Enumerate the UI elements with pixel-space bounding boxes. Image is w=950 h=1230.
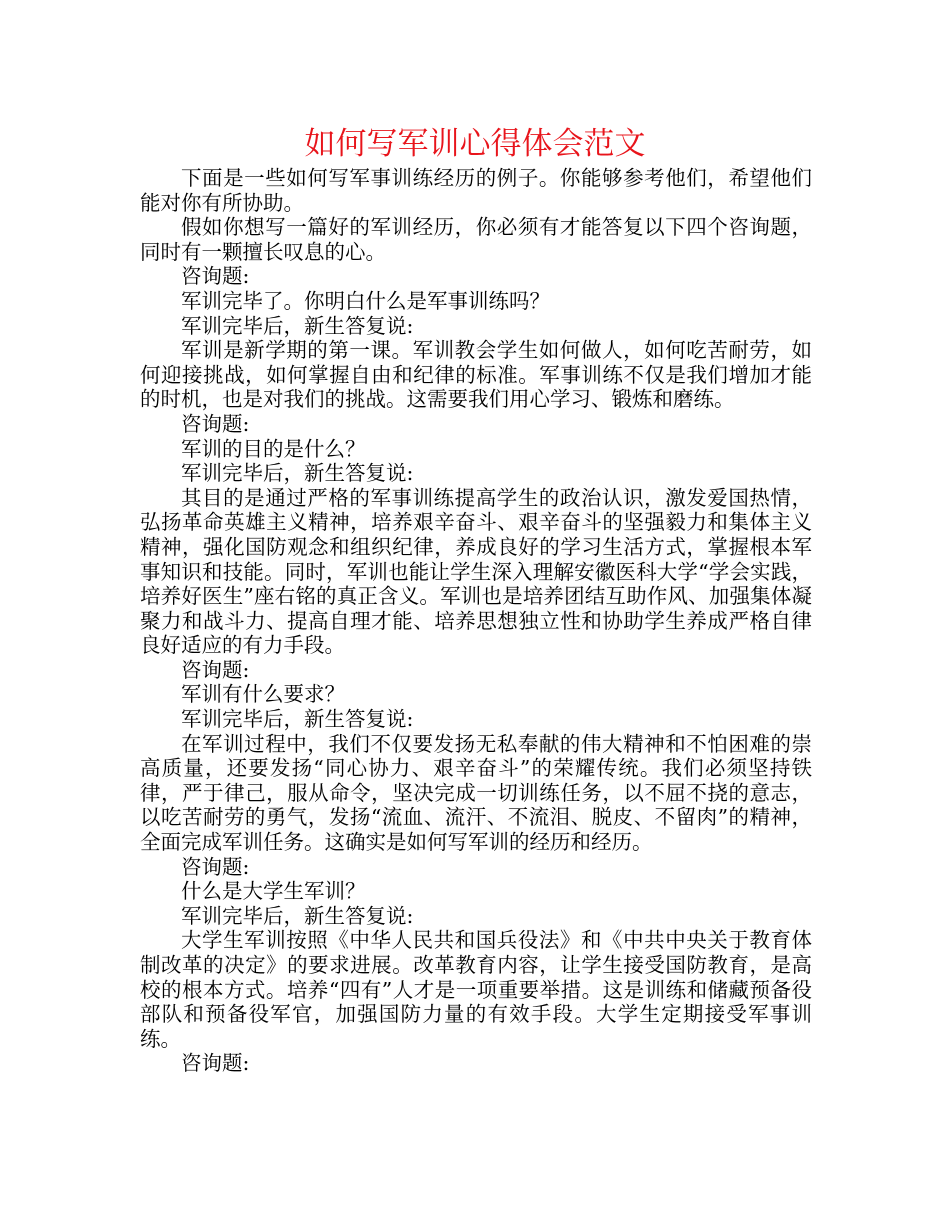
question-label: 咨询题: — [181, 1051, 250, 1076]
document-body — [140, 166, 812, 1076]
question-text: 什么是大学生军训？ — [181, 879, 366, 904]
document-title: 如何写军训心得体会范文 — [304, 126, 646, 162]
question-label: 咨询题: — [181, 657, 250, 682]
question-text: 军训完毕了。你明白什么是军事训练吗？ — [181, 288, 550, 313]
answer-text: 其目的是通过严格的军事训练提高学生的政治认识，激发爱国热情，弘扬革命英雄主义精神，培养艰辛奋斗、艰辛奋斗的坚强毅力和集体主义精神，强化国防观念和组织纪律，养成良好的学习生活方式，掌握根本军事知识和技能。同时，军训也能让学生深入理解安徽医科大学“学会实践，培养好医生”座右铭的真正含义。军训也是培养团结互助作风、加强集体凝聚力和战斗力、提高自理才能、培养思想独立性和协助学生养成严格自律良好适应的有力手段。 — [140, 485, 812, 658]
answer-text: 在军训过程中，我们不仅要发扬无私奉献的伟大精神和不怕困难的崇高质量，还要发扬“同心协力、艰辛奋斗”的荣耀传统。我们必须坚持铁律，严于律己，服从命令，坚决完成一切训练任务，以不屈不挠的意志，以吃苦耐劳的勇气，发扬“流血、流汗、不流泪、脱皮、不留肉”的精神，全面完成军训任务。这确实是如何写军训的经历和经历。 — [140, 731, 812, 855]
answer-text: 军训是新学期的第一课。军训教会学生如何做人，如何吃苦耐劳，如何迎接挑战，如何掌握自由和纪律的标准。军事训练不仅是我们增加才能的时机，也是对我们的挑战。这需要我们用心学习、锻炼和磨练。 — [140, 338, 812, 412]
paragraph: 假如你想写一篇好的军训经历，你必须有才能答复以下四个咨询题，同时有一颗擅长叹息的心。 — [140, 215, 812, 264]
answer-intro: 军训完毕后，新生答复说: — [181, 461, 414, 486]
question-label: 咨询题: — [181, 854, 250, 879]
answer-intro: 军训完毕后，新生答复说: — [181, 707, 414, 732]
answer-intro: 军训完毕后，新生答复说: — [181, 313, 414, 338]
paragraph: 下面是一些如何写军事训练经历的例子。你能够参考他们，希望他们能对你有所协助。 — [140, 166, 812, 215]
question-label: 咨询题: — [181, 411, 250, 436]
question-text: 军训的目的是什么？ — [181, 436, 366, 461]
question-text: 军训有什么要求？ — [181, 682, 345, 707]
question-label: 咨询题: — [181, 264, 250, 289]
answer-text: 大学生军训按照《中华人民共和国兵役法》和《中共中央关于教育体制改革的决定》的要求进展。改革教育内容，让学生接受国防教育，是高校的根本方式。培养“四有”人才是一项重要举措。这是训练和储藏预备役部队和预备役军官，加强国防力量的有效手段。大学生定期接受军事训练。 — [140, 928, 812, 1051]
answer-intro: 军训完毕后，新生答复说: — [181, 903, 414, 928]
